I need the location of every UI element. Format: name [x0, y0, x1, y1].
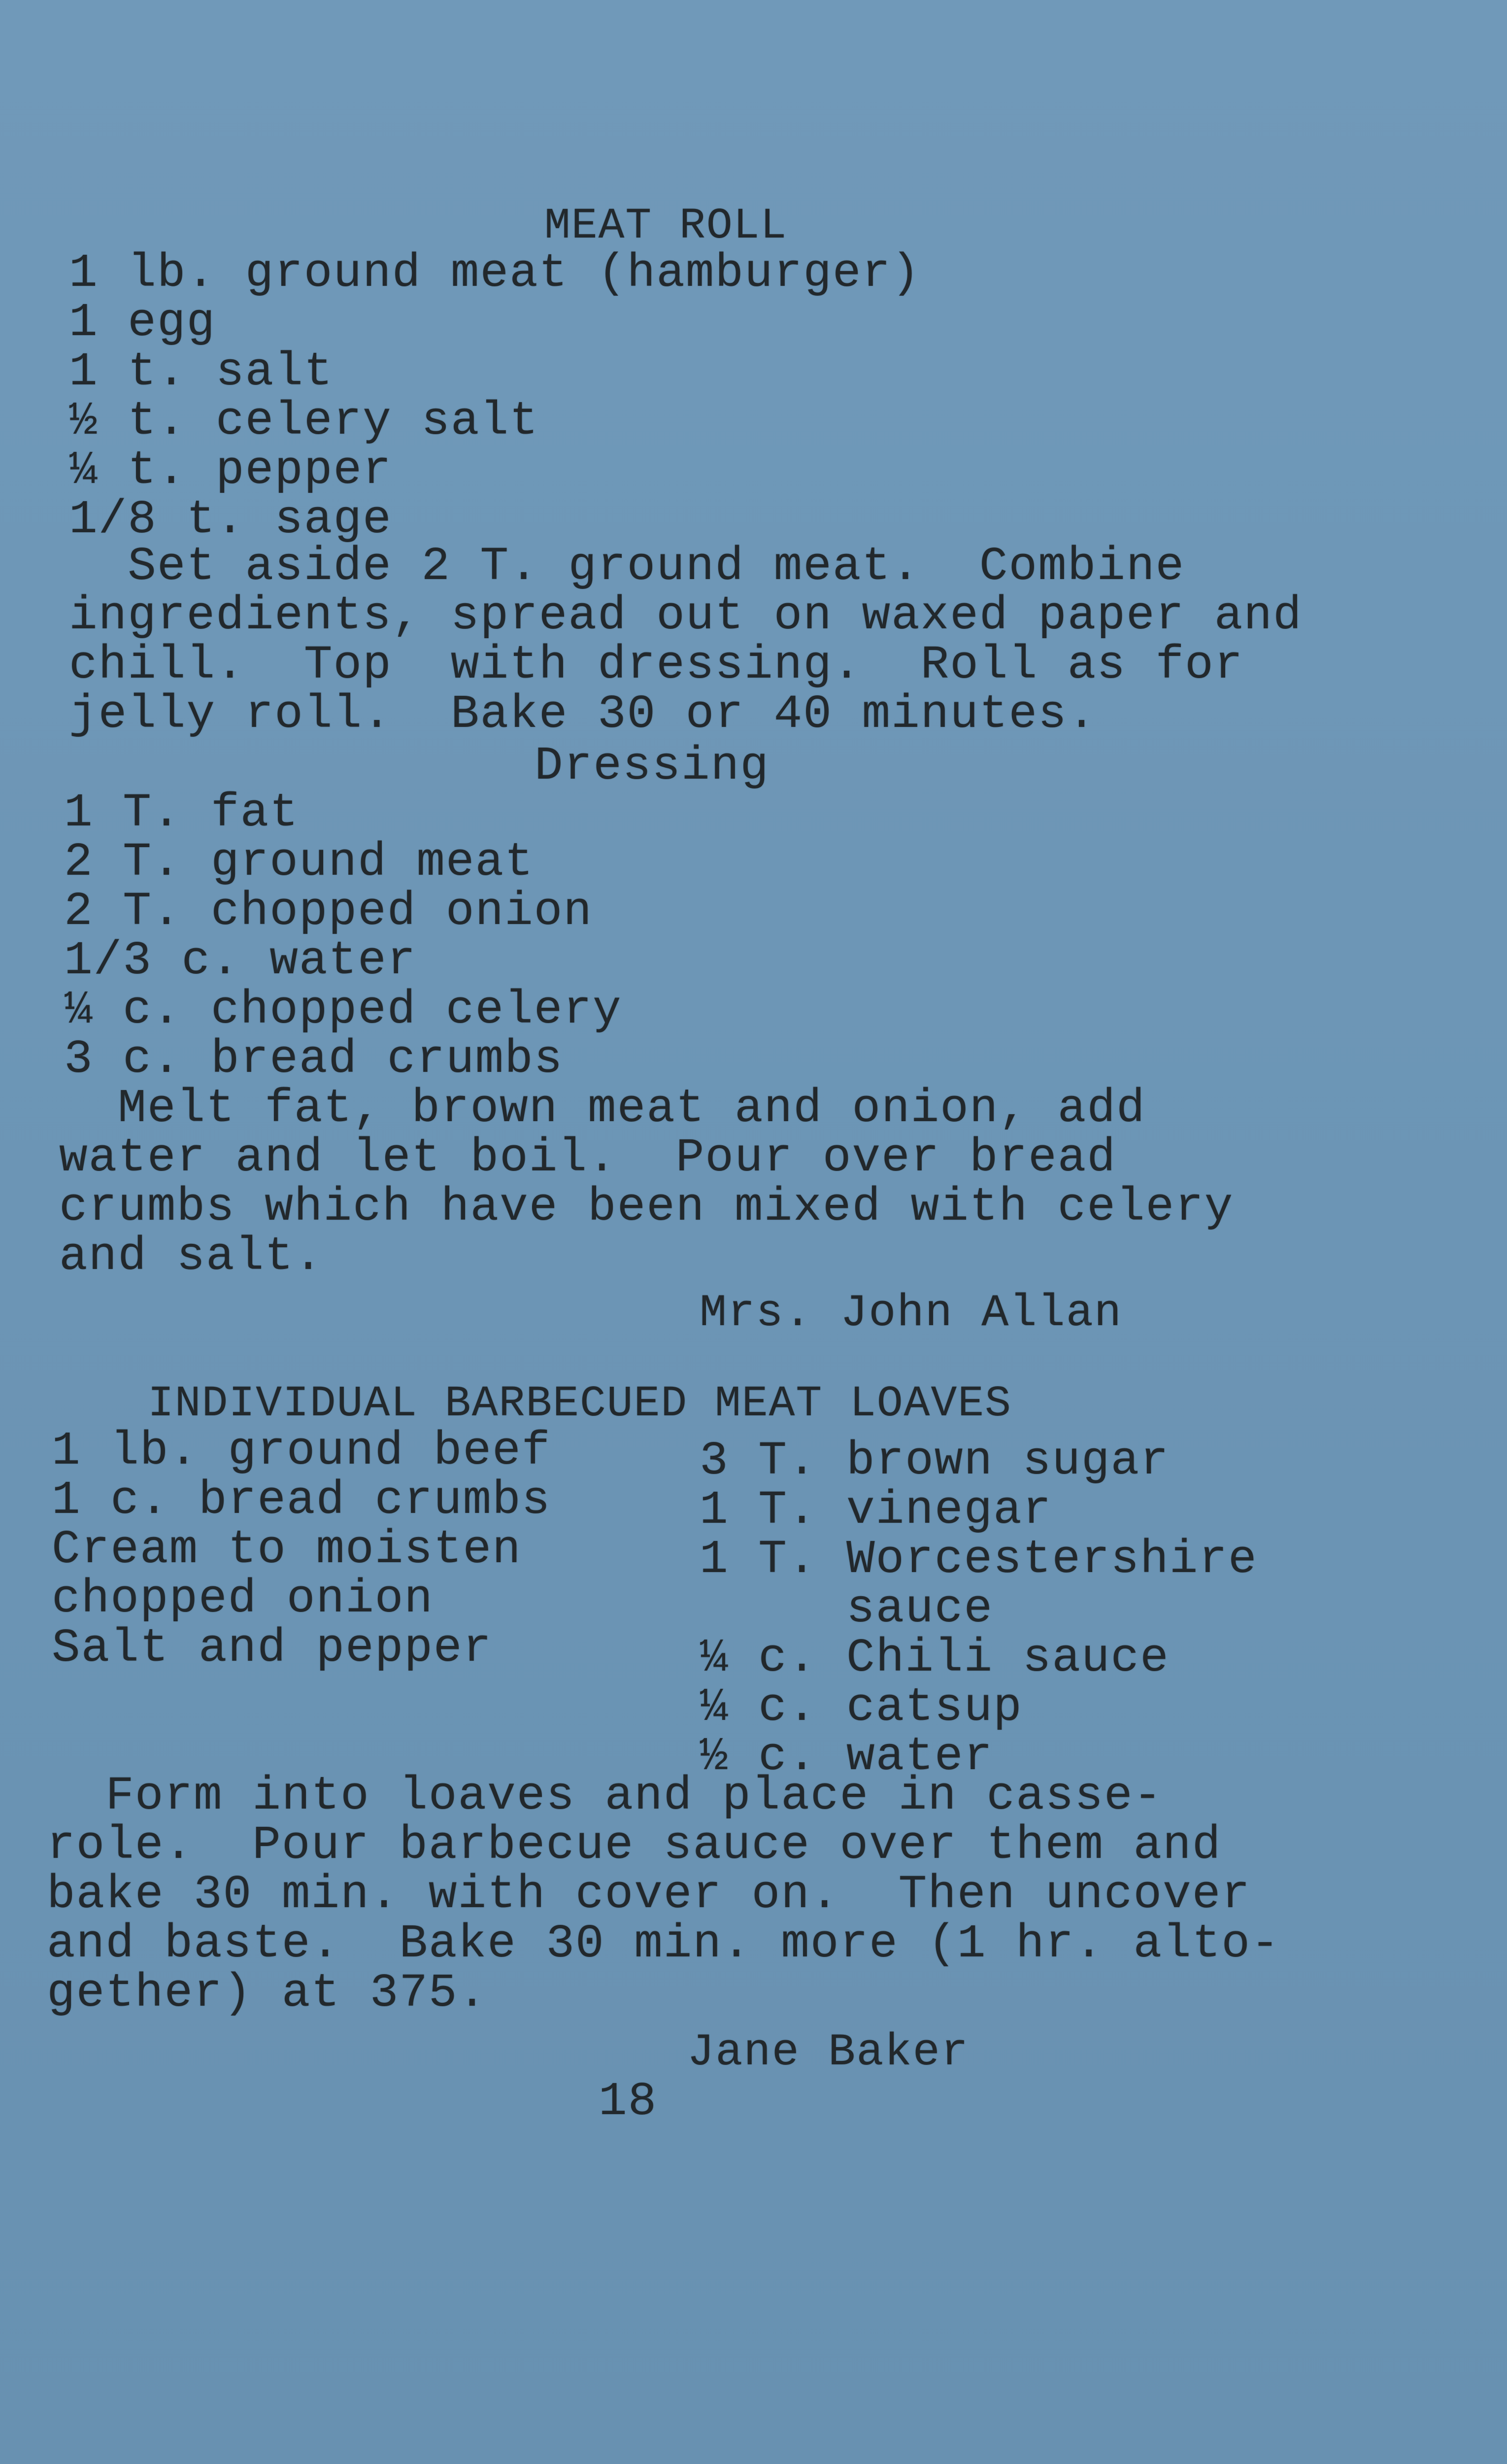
directions-line: Set aside 2 T. ground meat. Combine [69, 540, 1185, 593]
ingredient-line: 1 lb. ground meat (hamburger) [69, 246, 921, 300]
ingredient-line: ¼ c. Chili sauce [700, 1631, 1170, 1685]
ingredient-line: ¼ c. catsup [700, 1680, 1023, 1734]
directions-line: gether) at 375. [47, 1966, 488, 2020]
dressing-directions-line: and salt. [59, 1230, 324, 1283]
ingredient-line: 1/8 t. sage [69, 493, 392, 547]
dressing-directions-line: water and let boil. Pour over bread [59, 1131, 1116, 1185]
ingredient-line: 1 lb. ground beef [52, 1424, 551, 1478]
dressing-directions-line: Melt fat, brown meat and onion, add [59, 1082, 1146, 1135]
directions-line: and baste. Bake 30 min. more (1 hr. alto- [47, 1917, 1280, 1971]
directions-line: role. Pour barbecue sauce over them and [47, 1818, 1222, 1872]
dressing-ingredient-line: 1 T. fat [64, 786, 299, 840]
ingredient-line: Salt and pepper [52, 1621, 493, 1675]
ingredient-line: Cream to moisten [52, 1523, 522, 1576]
ingredient-line: 1 T. vinegar [700, 1483, 1052, 1537]
ingredient-line: 1 egg [69, 296, 216, 349]
recipe-title: INDIVIDUAL BARBECUED MEAT LOAVES [148, 1380, 1012, 1429]
dressing-ingredient-line: 2 T. chopped onion [64, 885, 593, 938]
ingredient-line: ½ t. celery salt [69, 394, 539, 448]
ingredient-line: 1 t. salt [69, 345, 334, 399]
directions-line: chill. Top with dressing. Roll as for [69, 638, 1244, 692]
directions-line: bake 30 min. with cover on. Then uncover [47, 1868, 1251, 1921]
dressing-directions-line: crumbs which have been mixed with celery [59, 1180, 1234, 1234]
ingredient-line: ¼ t. pepper [69, 444, 392, 497]
directions-line: jelly roll. Bake 30 or 40 minutes. [69, 687, 1097, 741]
recipe-author: Mrs. John Allan [700, 1287, 1123, 1339]
recipe-title: MEAT ROLL [544, 202, 788, 251]
ingredient-line: chopped onion [52, 1572, 434, 1626]
dressing-ingredient-line: 1/3 c. water [64, 934, 417, 988]
dressing-ingredient-line: 2 T. ground meat [64, 835, 534, 889]
ingredient-line: ½ c. water [700, 1730, 994, 1783]
page-number: 18 [599, 2075, 658, 2128]
dressing-ingredient-line: ¼ c. chopped celery [64, 983, 622, 1037]
ingredient-line: 1 c. bread crumbs [52, 1473, 551, 1527]
directions-line: ingredients, spread out on waxed paper and [69, 589, 1303, 643]
ingredient-line: 1 T. Worcestershire [700, 1533, 1258, 1586]
dressing-title: Dressing [535, 739, 770, 793]
ingredient-line: 3 T. brown sugar [700, 1434, 1170, 1488]
directions-line: Form into loaves and place in casse- [47, 1769, 1163, 1823]
ingredient-line: sauce [700, 1582, 994, 1636]
dressing-ingredient-line: 3 c. bread crumbs [64, 1032, 564, 1086]
recipe-author: Jane Baker [687, 2026, 970, 2078]
